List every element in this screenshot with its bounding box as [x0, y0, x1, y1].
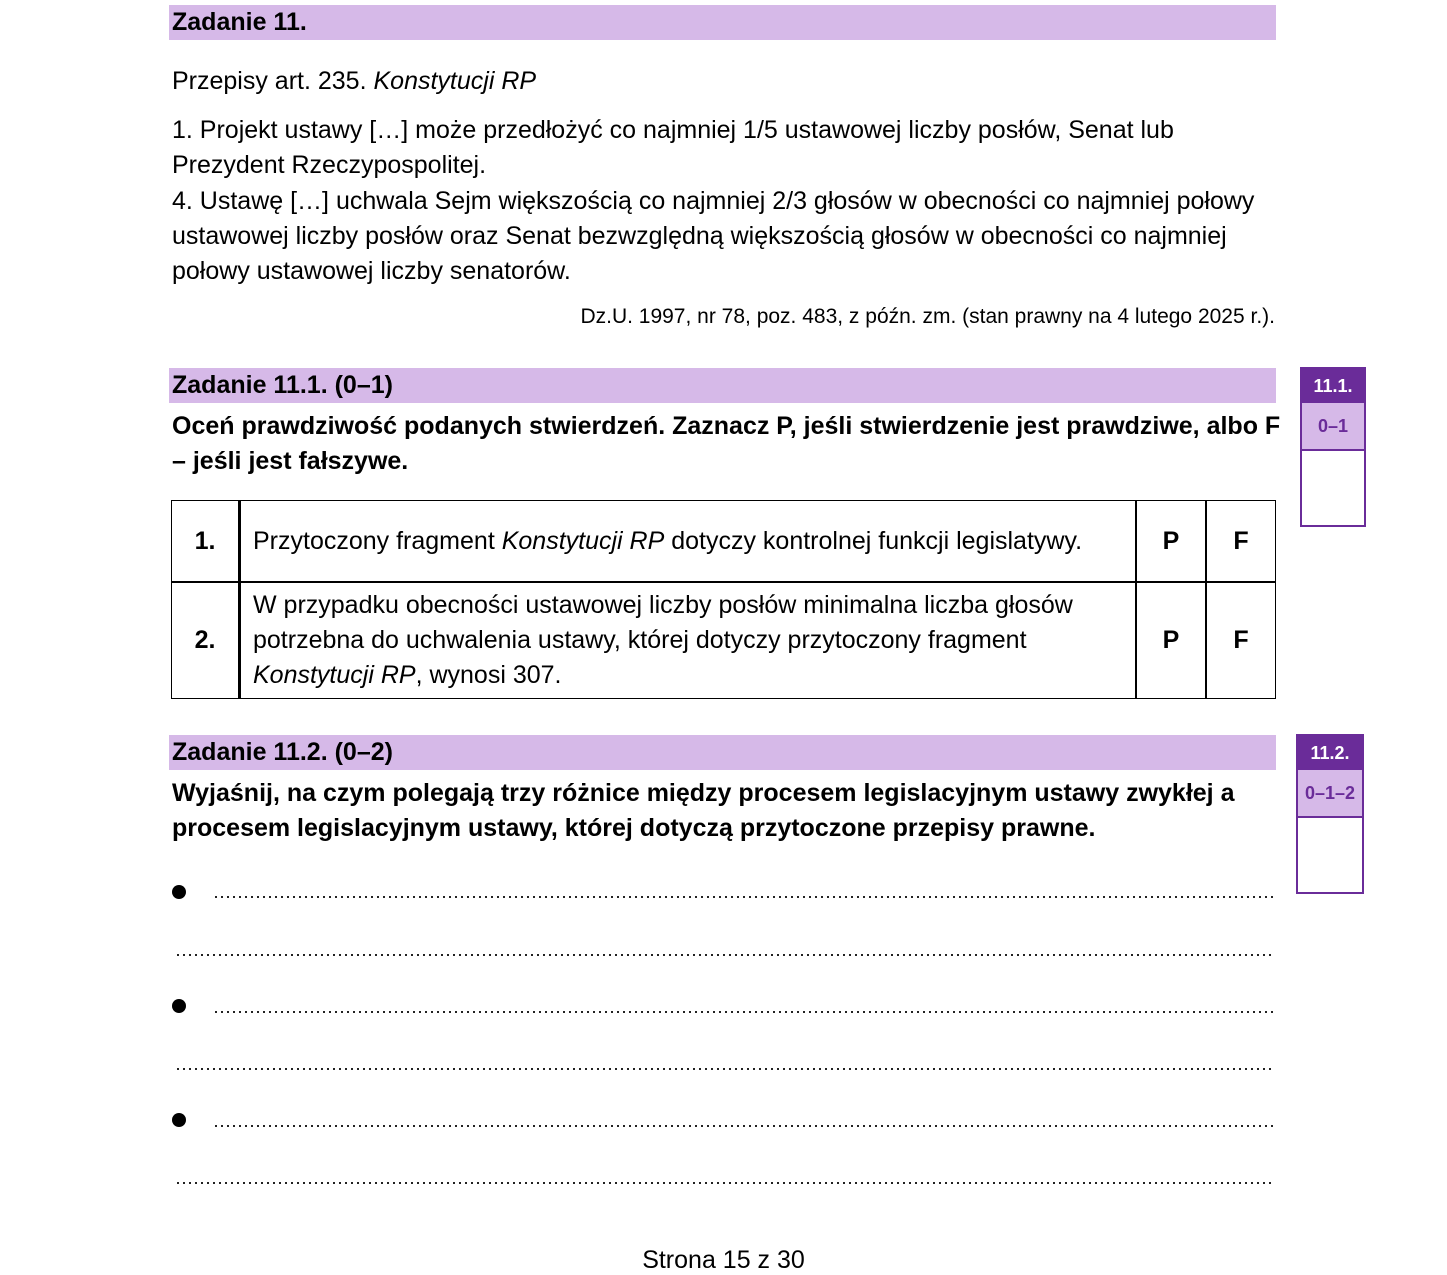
answer-line[interactable]: [175, 1067, 1275, 1071]
option-f[interactable]: F: [1206, 500, 1276, 582]
answer-line[interactable]: [213, 1124, 1275, 1128]
answer-line[interactable]: [175, 1181, 1275, 1185]
statement-cell: [239, 500, 1136, 582]
page-number: Strona 15 z 30: [642, 1246, 805, 1274]
score-box-11-1: [1300, 367, 1366, 527]
bullet-icon: [172, 999, 186, 1013]
statement-italic: Konstytucji RP: [501, 526, 665, 555]
true-false-table: [171, 500, 1276, 699]
intro-plain: Przepisy art. 235.: [172, 67, 374, 95]
answer-line[interactable]: [213, 895, 1275, 899]
statement-cell: [239, 582, 1136, 699]
option-f[interactable]: F: [1206, 582, 1276, 699]
score-points[interactable]: 0–1: [1302, 403, 1364, 451]
answer-line[interactable]: [213, 1010, 1275, 1014]
task-11-1-instruction: Oceń prawdziwość podanych stwierdzeń. Zaznacz P, jeśli stwierdzenie jest prawdziwe, albo F – jeśli jest fałszywe.: [172, 412, 1281, 475]
statement-text-end: dotyczy kontrolnej funkcji legislatywy.: [664, 526, 1083, 555]
table-row: [171, 500, 1276, 582]
score-points[interactable]: 0–1–2: [1298, 770, 1362, 818]
task-11-1-header: Zadanie 11.1. (0–1): [169, 368, 1276, 403]
task-11-header: Zadanie 11.: [169, 5, 1276, 40]
option-p[interactable]: P: [1136, 500, 1206, 582]
score-label: 11.1.: [1302, 369, 1364, 403]
intro-italic: Konstytucji RP: [373, 67, 537, 95]
source-citation: Dz.U. 1997, nr 78, poz. 483, z późn. zm. (stan prawny na 4 lutego 2025 r.).: [580, 305, 1275, 328]
task-11-2-header: Zadanie 11.2. (0–2): [169, 735, 1276, 770]
bullet-icon: [172, 885, 186, 899]
score-blank: [1302, 451, 1364, 525]
article-paragraph-4: 4. Ustawę […] uchwala Sejm większością co najmniej 2/3 głosów w obecności co najmniej połowy ustawowej liczby posłów oraz Senat bezwzględną większością głosów w obecności co najmniej połowy ustawowej liczby senatorów.: [172, 187, 1255, 285]
statement-italic: Konstytucji RP: [253, 661, 416, 689]
statement-text: W przypadku obecności ustawowej liczby posłów minimalna liczba głosów potrzebna do uchwalenia ustawy, której dotyczy przytoczony fragment: [253, 591, 1073, 654]
statement-text-end: , wynosi 307.: [415, 661, 562, 689]
article-paragraph-1: 1. Projekt ustawy […] może przedłożyć co najmniej 1/5 ustawowej liczby posłów, Senat lub Prezydent Rzeczypospolitej.: [172, 116, 1174, 179]
row-number: 2.: [171, 582, 239, 699]
option-p[interactable]: P: [1136, 582, 1206, 699]
answer-line[interactable]: [175, 953, 1275, 957]
score-box-11-2: [1296, 734, 1364, 894]
row-number: 1.: [171, 500, 239, 582]
table-row: [171, 582, 1276, 699]
score-blank: [1298, 818, 1362, 892]
task-11-2-instruction: Wyjaśnij, na czym polegają trzy różnice między procesem legislacyjnym ustawy zwykłej a procesem legislacyjnym ustawy, której dotyczą przytoczone przepisy prawne.: [172, 779, 1235, 842]
bullet-icon: [172, 1113, 186, 1127]
intro-line: [172, 64, 536, 99]
statement-text: Przytoczony fragment: [253, 526, 502, 555]
score-label: 11.2.: [1298, 736, 1362, 770]
